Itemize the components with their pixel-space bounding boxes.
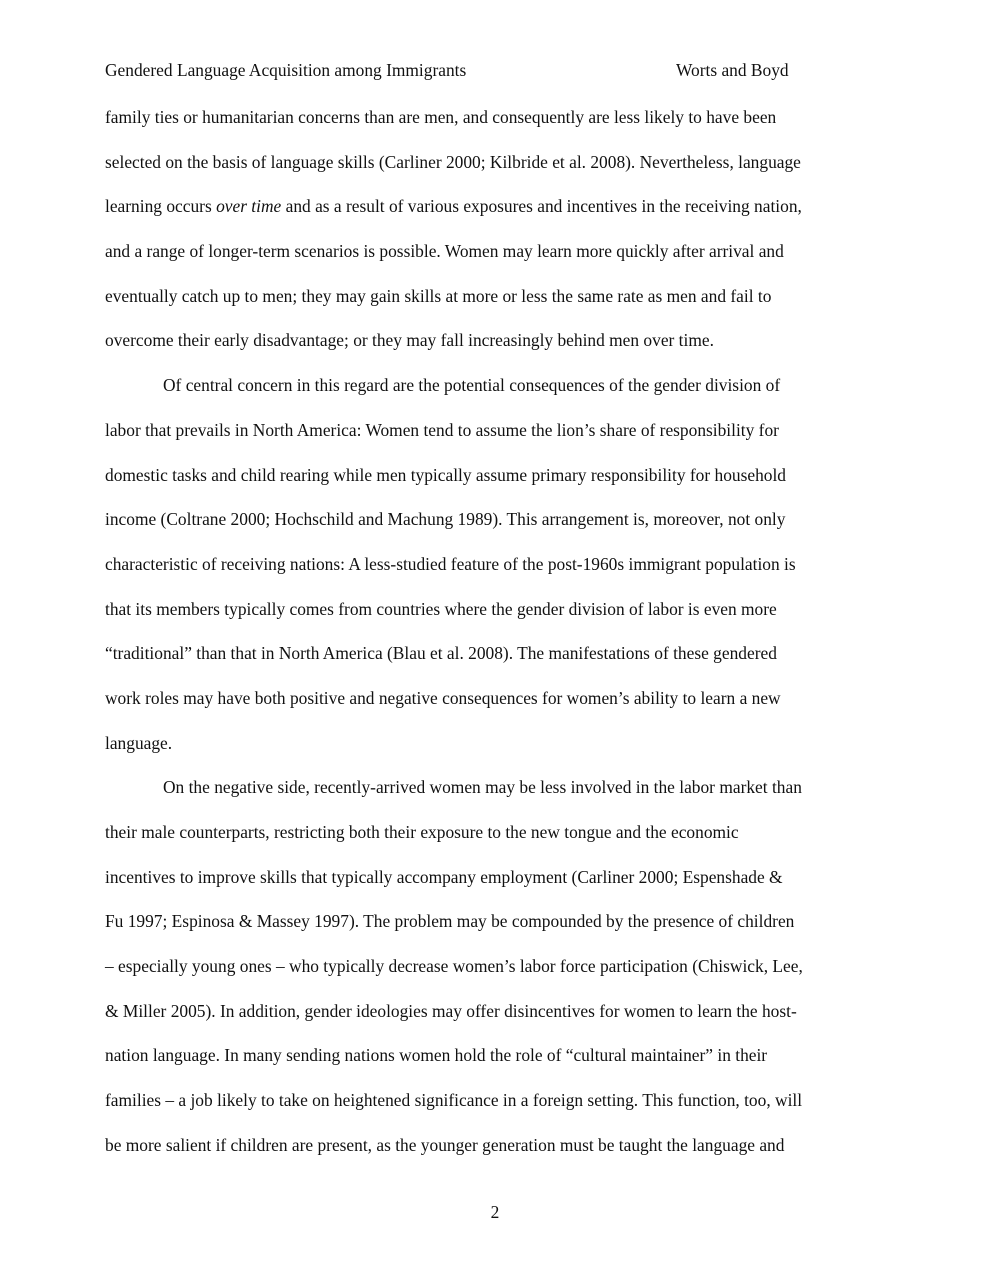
text-line: work roles may have both positive and negative consequences for women’s ability to learn a new [105, 687, 781, 708]
text-line: that its members typically comes from countries where the gender division of labor is even more [105, 598, 777, 619]
running-title: Gendered Language Acquisition among Immigrants [105, 60, 467, 80]
text-line [105, 184, 885, 229]
text-line: selected on the basis of language skills (Carliner 2000; Kilbride et al. 2008). Nevertheless, language [105, 151, 801, 172]
text-fragment: and as a result of various exposures and incentives in the receiving nation, [281, 196, 802, 217]
text-line: be more salient if children are present, as the younger generation must be taught the language and [105, 1134, 785, 1155]
text-line: and a range of longer-term scenarios is possible. Women may learn more quickly after arrival and [105, 241, 784, 262]
text-line: eventually catch up to men; they may gain skills at more or less the same rate as men and fail to [105, 285, 772, 306]
text-line: characteristic of receiving nations: A less-studied feature of the post-1960s immigrant population is [105, 553, 796, 574]
text-line: their male counterparts, restricting both their exposure to the new tongue and the economic [105, 822, 739, 842]
text-line: Fu 1997; Espinosa & Massey 1997). The problem may be compounded by the presence of children [105, 911, 795, 932]
text-line: nation language. In many sending nations women hold the role of “cultural maintainer” in their [105, 1045, 768, 1066]
paragraph-first-line: On the negative side, recently-arrived women may be less involved in the labor market than [163, 777, 802, 798]
running-authors: Worts and Boyd [676, 60, 789, 80]
text-fragment: learning occurs [105, 196, 217, 217]
text-line: family ties or humanitarian concerns than are men, and consequently are less likely to have been [105, 107, 777, 127]
text-line: language. [105, 732, 173, 753]
text-line: incentives to improve skills that typically accompany employment (Carliner 2000; Espenshade & [105, 866, 783, 887]
text-line: income (Coltrane 2000; Hochschild and Machung 1989). This arrangement is, moreover, not only [105, 509, 786, 530]
text-line: & Miller 2005). In addition, gender ideologies may offer disincentives for women to learn the host- [105, 1000, 797, 1021]
text-line: labor that prevails in North America: Women tend to assume the lion’s share of responsibility for [105, 419, 779, 440]
page-number: 2 [490, 1202, 500, 1222]
text-line: overcome their early disadvantage; or they may fall increasingly behind men over time. [105, 330, 714, 351]
body-text [105, 95, 885, 1168]
running-header [105, 58, 885, 82]
text-line: – especially young ones – who typically decrease women’s labor force participation (Chiswick, Lee, [105, 956, 803, 977]
italic-emphasis: over time [216, 196, 282, 217]
text-line: domestic tasks and child rearing while men typically assume primary responsibility for household [105, 464, 786, 485]
text-line: “traditional” than that in North America (Blau et al. 2008). The manifestations of these gendered [105, 643, 777, 664]
paragraph-first-line: Of central concern in this regard are the potential consequences of the gender division of [163, 375, 781, 396]
text-line: families – a job likely to take on heightened significance in a foreign setting. This function, too, will [105, 1090, 803, 1111]
